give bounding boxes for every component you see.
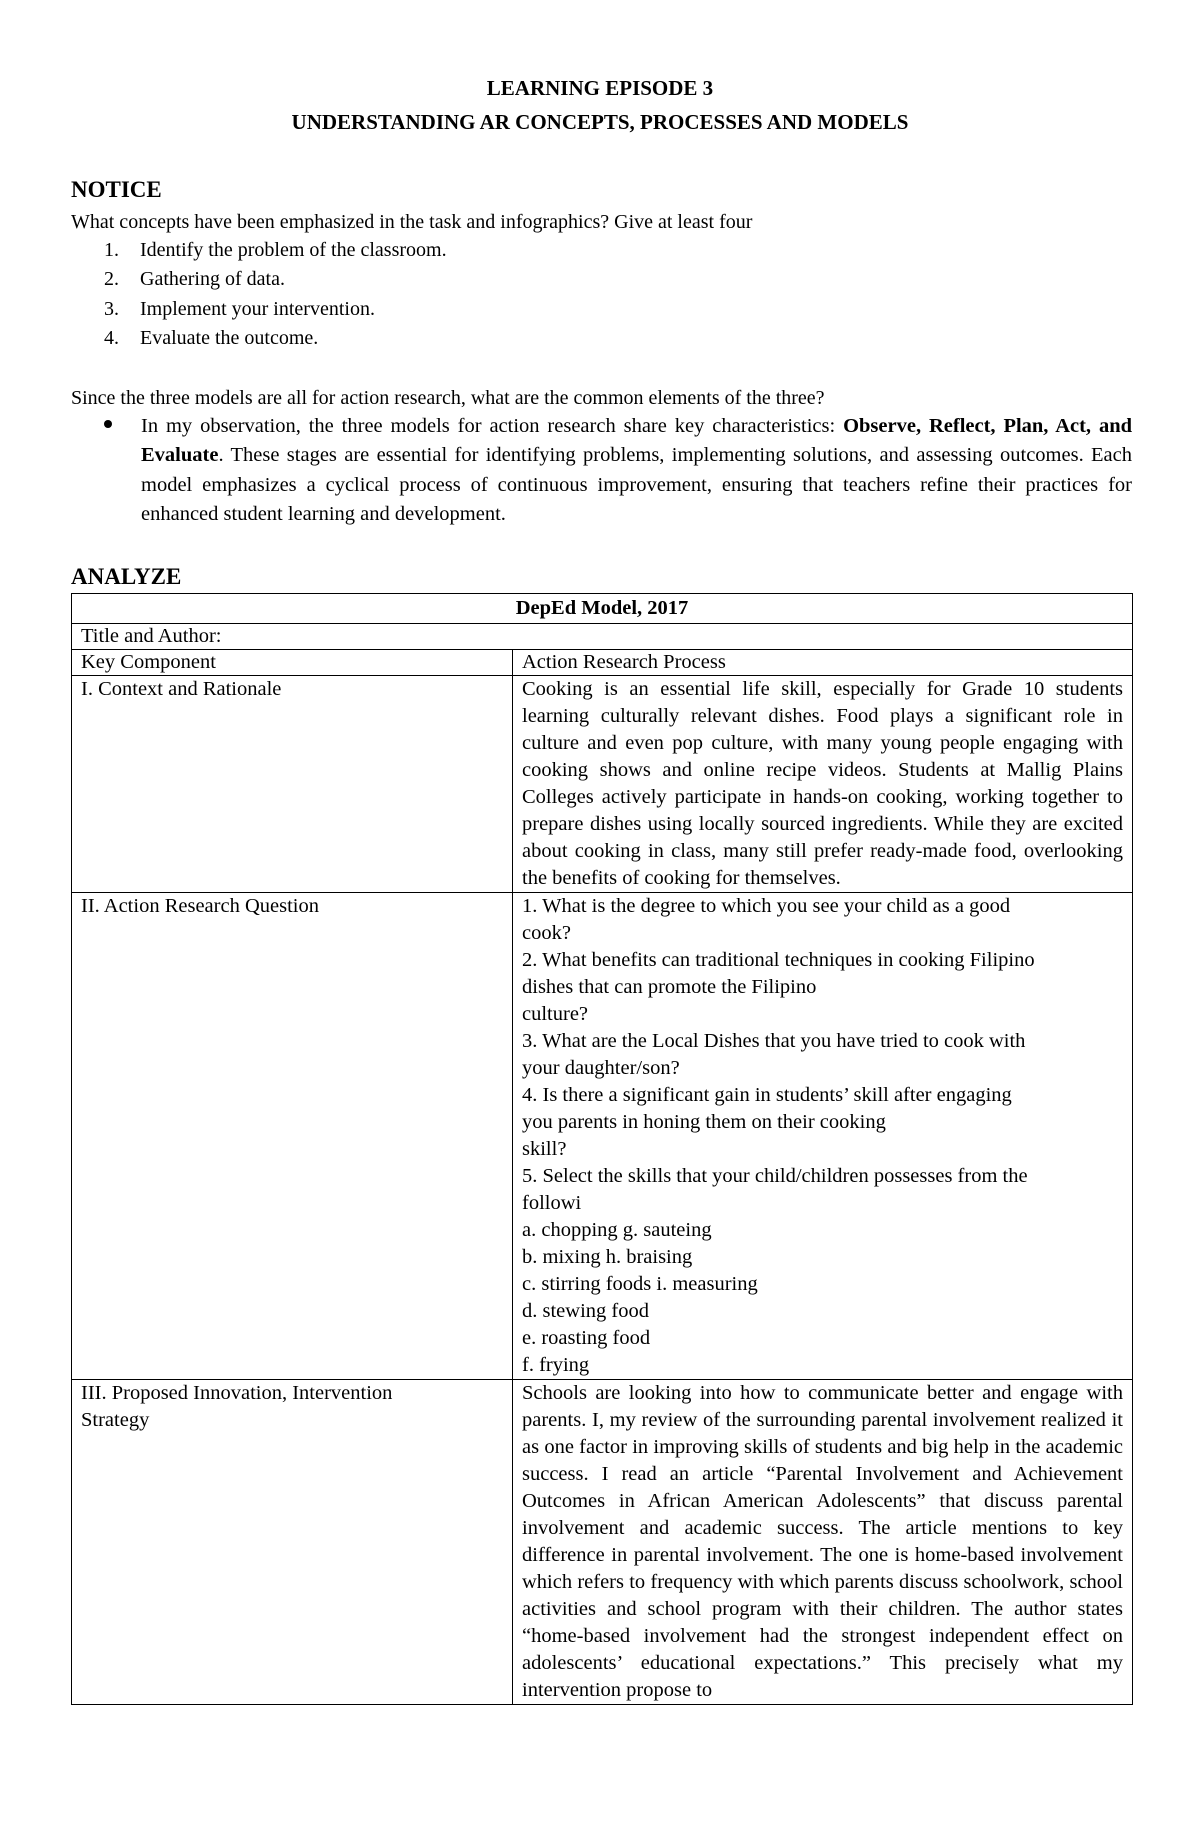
component-cell: III. Proposed Innovation, Intervention Strategy — [72, 1380, 513, 1705]
episode-subtitle: UNDERSTANDING AR CONCEPTS, PROCESSES AND MODELS — [291, 110, 909, 134]
list-item: 1. Identify the problem of the classroom. — [104, 239, 447, 261]
list-item: 2. Gathering of data. — [104, 268, 285, 291]
process-cell: 1. What is the degree to which you see your child as a good cook? 2. What benefits can traditional techniques in cooking Filipino dishes that can promote the Filipino culture? 3. What are the Local Dishes that you have tried to cook with your daughter/son? 4. Is there a significant gain in students’ skill after engaging you parents in honing them on their cooking skill? 5. Select the skills that your child/children possesses from the followi a. chopping g. sauteing b. mixing h. braising c. stirring foods i. measuring d. stewing food e. roasting food f. frying — [513, 893, 1133, 1380]
process-cell: Schools are looking into how to communicate better and engage with parents. I, my review of the surrounding parental involvement realized it as one factor in improving skills of students and big help in the academic success. I read an article “Parental Involvement and Achievement Outcomes in African American Adolescents” that discuss parental involvement and academic success. The article mentions to key difference in parental involvement. The one is home-based involvement which refers to frequency with which parents discuss schoolwork, school activities and school program with their children. The author states “home-based involvement had the strongest independent effect on adolescents’ educational expectations.” This precisely what my intervention propose to — [513, 1380, 1133, 1705]
common-elements-answer: In my observation, the three models for action research share key characteristics: Observe, Reflect, Plan, Act, and Evaluate. These stages are essential for identifying problems, implementing solutions, and assessing outcomes. Each model emphasizes a cyclical process of continuous improvement, ensuring that teachers refine their practices for enhanced student learning and development. — [141, 415, 1133, 525]
column-header-process: Action Research Process — [513, 650, 1133, 676]
concept-list — [104, 236, 447, 353]
notice-question-1: What concepts have been emphasized in the task and infographics? Give at least four — [71, 211, 753, 233]
component-cell: I. Context and Rationale — [72, 676, 513, 893]
analysis-table — [71, 593, 1133, 1705]
analyze-heading: ANALYZE — [71, 564, 182, 589]
notice-question-2: Since the three models are all for action research, what are the common elements of the three? — [71, 387, 825, 409]
column-header-key-component: Key Component — [72, 650, 513, 676]
component-cell: II. Action Research Question — [72, 893, 513, 1380]
notice-heading: NOTICE — [71, 177, 162, 202]
table-row — [72, 676, 1133, 893]
table-row — [72, 893, 1133, 1380]
list-item: 4. Evaluate the outcome. — [104, 326, 319, 349]
bullet-icon — [104, 420, 112, 428]
model-title: DepEd Model, 2017 — [72, 594, 1133, 624]
title-author-label: Title and Author: — [72, 624, 1133, 650]
process-cell: Cooking is an essential life skill, especially for Grade 10 students learning culturally relevant dishes. Food plays a significant role in culture and even pop culture, with many young people engaging with cooking shows and online recipe videos. Students at Mallig Plains Colleges actively participate in hands-on cooking, working together to prepare dishes using locally sourced ingredients. While they are excited about cooking in class, many still prefer ready-made food, overlooking the benefits of cooking for themselves. — [513, 676, 1133, 893]
table-row — [72, 1380, 1133, 1705]
episode-title: LEARNING EPISODE 3 — [486, 76, 714, 100]
list-item: 3. Implement your intervention. — [104, 297, 375, 320]
